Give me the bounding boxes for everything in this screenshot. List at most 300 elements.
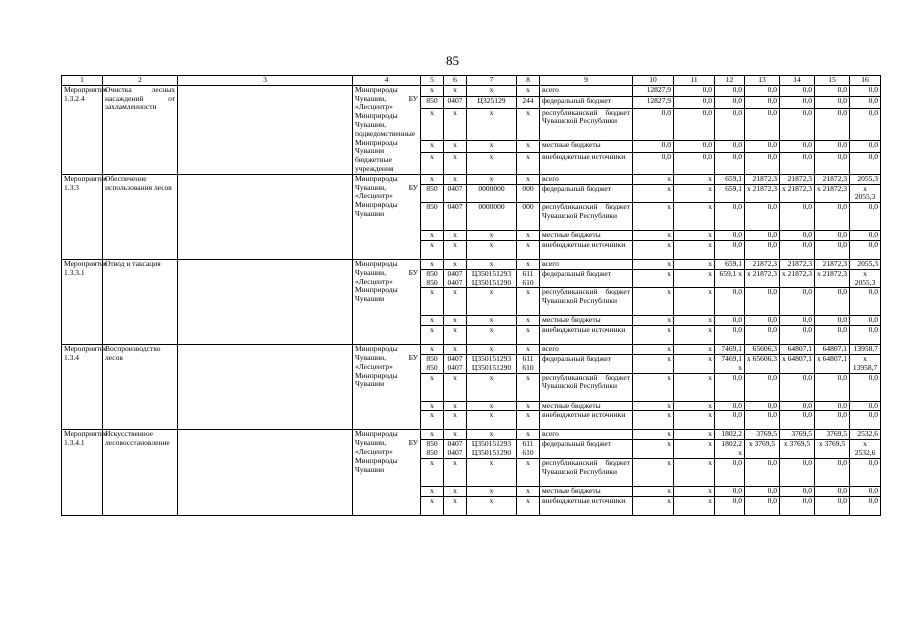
kbk-ministry: x [421,152,444,174]
kbk-section: x [444,411,467,430]
value-2021: 0,0 [715,240,745,259]
value-2024: x 64807,1 [815,354,850,373]
kbk-target-article: x [467,108,517,141]
value-2020: x [674,345,715,355]
kbk-target-article: x [467,316,517,326]
value-2024: 64807,1 [815,345,850,355]
value-2024: 0,0 [815,152,850,174]
kbk-section: x [444,240,467,259]
kbk-target-article: Ц325129 [467,97,517,108]
value-2021: 659,1 [715,184,745,203]
funding-source: местные бюджеты [540,316,633,326]
value-2021: 0,0 [715,288,745,316]
column-number: 7 [467,76,517,86]
kbk-ministry: x [421,430,444,440]
kbk-target-article: x [467,85,517,96]
value-2019: x [633,458,674,486]
value-2020: x [674,259,715,269]
measure-name: Искусственное лесовосстановление [103,430,178,515]
measure-code: Мероприятие 1.3.3.1 [62,259,103,344]
value-2019: x [633,316,674,326]
value-2022: 0,0 [745,97,780,108]
table-row [62,259,881,269]
value-2021: 0,0 [715,373,745,401]
value-2025: 0,0 [850,288,881,316]
kbk-target-article: 0000000 [467,203,517,231]
value-2020: x [674,288,715,316]
value-2025: x 13958,7 [850,354,881,373]
value-2025: 0,0 [850,152,881,174]
value-2023: 0,0 [780,411,815,430]
value-2025: 13958,7 [850,345,881,355]
kbk-ministry: x [421,326,444,345]
blank-cell [178,174,353,259]
value-2024: 0,0 [815,97,850,108]
kbk-ministry: x [421,496,444,515]
kbk-expense-type: x [517,401,540,411]
measure-name: Отвод и таксация [103,259,178,344]
measure-name: Воспроизводство лесов [103,345,178,430]
kbk-target-article: x [467,411,517,430]
value-2024: 0,0 [815,411,850,430]
executor: Минприроды Чувашии, БУ «Лесцентр» Минприроды Чувашии [353,345,421,430]
kbk-ministry: x [421,486,444,496]
column-number: 4 [353,76,421,86]
value-2025: 0,0 [850,411,881,430]
value-2020: x [674,458,715,486]
funding-source: федеральный бюджет [540,354,633,373]
value-2024: 0,0 [815,288,850,316]
kbk-ministry: x [421,85,444,96]
value-2023: 0,0 [780,97,815,108]
value-2024: x 3769,5 [815,440,850,459]
funding-source: внебюджетные источники [540,496,633,515]
kbk-target-article: x [467,496,517,515]
value-2022: 0,0 [745,288,780,316]
table-row [62,174,881,184]
kbk-section: x [444,496,467,515]
kbk-expense-type: x [517,486,540,496]
kbk-expense-type: x [517,141,540,152]
funding-source: местные бюджеты [540,486,633,496]
value-2020: x [674,269,715,288]
value-2025: 0,0 [850,231,881,241]
kbk-expense-type: 244 [517,97,540,108]
value-2019: x [633,288,674,316]
column-number: 10 [633,76,674,86]
kbk-expense-type: x [517,430,540,440]
value-2025: 2055,3 [850,259,881,269]
value-2025: 0,0 [850,458,881,486]
column-number: 13 [745,76,780,86]
kbk-expense-type: x [517,411,540,430]
funding-source: федеральный бюджет [540,440,633,459]
value-2020: x [674,231,715,241]
value-2022: 0,0 [745,240,780,259]
kbk-target-article: x [467,401,517,411]
value-2019: 12827,9 [633,85,674,96]
value-2024: 21872,3 [815,259,850,269]
page-number: 85 [446,53,459,68]
measure-code: Мероприятие 1.3.3 [62,174,103,259]
value-2020: x [674,240,715,259]
value-2022: 0,0 [745,401,780,411]
kbk-expense-type: 611 610 [517,354,540,373]
value-2025: 2532,6 [850,430,881,440]
value-2019: 0,0 [633,152,674,174]
value-2024: 0,0 [815,496,850,515]
kbk-ministry: 850 850 [421,440,444,459]
funding-source: внебюджетные источники [540,152,633,174]
value-2023: x 21872,3 [780,269,815,288]
value-2025: x 2055,3 [850,184,881,203]
value-2020: x [674,316,715,326]
value-2022: 0,0 [745,152,780,174]
kbk-expense-type: x [517,496,540,515]
value-2023: 0,0 [780,496,815,515]
value-2024: 0,0 [815,108,850,141]
column-number: 16 [850,76,881,86]
value-2025: 0,0 [850,316,881,326]
column-number: 6 [444,76,467,86]
value-2022: x 21872,3 [745,184,780,203]
funding-source: республиканский бюджет Чувашской Республики [540,373,633,401]
value-2019: 12827,9 [633,97,674,108]
value-2024: 0,0 [815,458,850,486]
value-2025: x 2055,3 [850,269,881,288]
kbk-ministry: 850 850 [421,354,444,373]
column-number: 2 [103,76,178,86]
kbk-ministry: 850 850 [421,269,444,288]
value-2024: 0,0 [815,326,850,345]
value-2023: 0,0 [780,203,815,231]
value-2023: 0,0 [780,401,815,411]
value-2021: 7469,1 x [715,354,745,373]
kbk-expense-type: x [517,288,540,316]
value-2022: 3769,5 [745,430,780,440]
value-2023: x 64807,1 [780,354,815,373]
value-2024: 0,0 [815,203,850,231]
kbk-section: x [444,141,467,152]
kbk-section: x [444,174,467,184]
value-2022: 0,0 [745,411,780,430]
kbk-expense-type: x [517,259,540,269]
value-2023: 3769,5 [780,430,815,440]
kbk-expense-type: 000 [517,184,540,203]
value-2019: x [633,203,674,231]
funding-source: всего [540,174,633,184]
kbk-ministry: 850 [421,97,444,108]
value-2021: 1802,2 [715,430,745,440]
value-2020: x [674,184,715,203]
kbk-section: 0407 [444,184,467,203]
value-2022: 0,0 [745,458,780,486]
value-2025: 0,0 [850,326,881,345]
value-2021: 0,0 [715,85,745,96]
value-2021: 0,0 [715,411,745,430]
value-2020: x [674,373,715,401]
value-2023: 0,0 [780,231,815,241]
value-2020: 0,0 [674,108,715,141]
value-2020: x [674,486,715,496]
value-2020: 0,0 [674,152,715,174]
kbk-target-article: x [467,141,517,152]
value-2025: 0,0 [850,203,881,231]
kbk-ministry: 850 [421,184,444,203]
value-2024: 3769,5 [815,430,850,440]
kbk-ministry: x [421,345,444,355]
value-2023: 0,0 [780,240,815,259]
kbk-target-article: Ц350151293 Ц350151290 [467,269,517,288]
value-2023: 0,0 [780,152,815,174]
kbk-target-article: x [467,240,517,259]
value-2022: 0,0 [745,231,780,241]
measure-code: Мероприятие 1.3.4.1 [62,430,103,515]
value-2019: 0,0 [633,141,674,152]
value-2019: x [633,326,674,345]
funding-source: всего [540,345,633,355]
kbk-section: x [444,85,467,96]
kbk-ministry: x [421,401,444,411]
blank-cell [178,259,353,344]
column-number: 1 [62,76,103,86]
kbk-section: x [444,430,467,440]
kbk-expense-type: x [517,373,540,401]
kbk-target-article: x [467,231,517,241]
value-2025: 0,0 [850,486,881,496]
column-number: 11 [674,76,715,86]
kbk-expense-type: x [517,240,540,259]
value-2019: x [633,373,674,401]
kbk-ministry: x [421,411,444,430]
funding-source: внебюджетные источники [540,326,633,345]
kbk-ministry: x [421,259,444,269]
column-number: 14 [780,76,815,86]
kbk-section: x [444,288,467,316]
blank-cell [178,85,353,174]
value-2023: 0,0 [780,486,815,496]
value-2025: 0,0 [850,240,881,259]
funding-source: всего [540,430,633,440]
value-2020: x [674,440,715,459]
kbk-target-article: x [467,326,517,345]
value-2024: 0,0 [815,373,850,401]
funding-source: республиканский бюджет Чувашской Республики [540,458,633,486]
value-2023: x 21872,3 [780,184,815,203]
value-2025: 0,0 [850,97,881,108]
kbk-target-article: 0000000 [467,184,517,203]
value-2022: 0,0 [745,326,780,345]
value-2021: 659,1 x [715,269,745,288]
kbk-section: x [444,108,467,141]
blank-cell [178,430,353,515]
kbk-expense-type: x [517,345,540,355]
kbk-section: x [444,316,467,326]
funding-source: республиканский бюджет Чувашской Республики [540,203,633,231]
kbk-expense-type: x [517,174,540,184]
value-2025: 0,0 [850,496,881,515]
value-2021: 0,0 [715,152,745,174]
value-2019: x [633,184,674,203]
kbk-target-article: Ц350151293 Ц350151290 [467,354,517,373]
measure-name: Очистка лесных насаждений от захламленности [103,85,178,174]
value-2021: 0,0 [715,203,745,231]
kbk-expense-type: 000 [517,203,540,231]
kbk-ministry: x [421,458,444,486]
value-2023: 0,0 [780,141,815,152]
value-2023: 0,0 [780,108,815,141]
value-2023: 0,0 [780,326,815,345]
value-2021: 659,1 [715,174,745,184]
column-number: 12 [715,76,745,86]
value-2020: x [674,174,715,184]
value-2019: x [633,440,674,459]
column-number: 5 [421,76,444,86]
column-number: 15 [815,76,850,86]
value-2024: 0,0 [815,231,850,241]
funding-source: всего [540,259,633,269]
value-2024: 0,0 [815,401,850,411]
kbk-section: x [444,152,467,174]
column-number-row [62,76,881,86]
value-2022: 0,0 [745,496,780,515]
measure-code: Мероприятие 1.3.2.4 [62,85,103,174]
kbk-expense-type: x [517,326,540,345]
kbk-section: x [444,373,467,401]
value-2020: x [674,496,715,515]
kbk-target-article: Ц350151293 Ц350151290 [467,440,517,459]
value-2019: x [633,345,674,355]
funding-source: внебюджетные источники [540,240,633,259]
value-2021: 0,0 [715,141,745,152]
funding-source: местные бюджеты [540,231,633,241]
value-2019: x [633,231,674,241]
kbk-section: x [444,345,467,355]
kbk-expense-type: 611 610 [517,269,540,288]
kbk-target-article: x [467,288,517,316]
value-2023: 21872,3 [780,174,815,184]
value-2020: x [674,203,715,231]
value-2025: x 2532,6 [850,440,881,459]
kbk-section: 0407 [444,97,467,108]
value-2022: 0,0 [745,316,780,326]
value-2024: x 21872,3 [815,269,850,288]
value-2024: x 21872,3 [815,184,850,203]
kbk-target-article: x [467,174,517,184]
funding-source: республиканский бюджет Чувашской Республики [540,288,633,316]
funding-source: местные бюджеты [540,401,633,411]
kbk-section: x [444,486,467,496]
value-2023: 0,0 [780,288,815,316]
value-2019: x [633,486,674,496]
kbk-ministry: x [421,141,444,152]
value-2022: x 3769,5 [745,440,780,459]
value-2022: 0,0 [745,141,780,152]
column-number: 9 [540,76,633,86]
kbk-ministry: 850 [421,203,444,231]
value-2019: x [633,411,674,430]
value-2023: 0,0 [780,85,815,96]
value-2021: 0,0 [715,108,745,141]
kbk-expense-type: x [517,231,540,241]
value-2021: 0,0 [715,97,745,108]
value-2020: x [674,326,715,345]
value-2023: 21872,3 [780,259,815,269]
kbk-section: x [444,259,467,269]
value-2024: 0,0 [815,141,850,152]
kbk-ministry: x [421,288,444,316]
value-2025: 2055,3 [850,174,881,184]
value-2020: 0,0 [674,97,715,108]
kbk-target-article: x [467,430,517,440]
value-2020: x [674,354,715,373]
value-2021: 1802,2 x [715,440,745,459]
value-2022: 0,0 [745,373,780,401]
value-2021: 659,1 [715,259,745,269]
kbk-target-article: x [467,345,517,355]
value-2019: x [633,496,674,515]
value-2021: 0,0 [715,486,745,496]
value-2021: 0,0 [715,401,745,411]
value-2024: 0,0 [815,85,850,96]
funding-source: республиканский бюджет Чувашской Республики [540,108,633,141]
value-2020: x [674,430,715,440]
value-2020: x [674,411,715,430]
value-2022: x 65606,3 [745,354,780,373]
kbk-section: x [444,401,467,411]
value-2022: 0,0 [745,486,780,496]
value-2024: 0,0 [815,240,850,259]
table-row [62,345,881,355]
kbk-expense-type: x [517,152,540,174]
executor: Минприроды Чувашии, БУ «Лесцентр» Минприроды Чувашии [353,430,421,515]
kbk-section: x [444,326,467,345]
kbk-section: 0407 [444,203,467,231]
value-2020: 0,0 [674,141,715,152]
value-2019: x [633,269,674,288]
kbk-ministry: x [421,108,444,141]
column-number: 3 [178,76,353,86]
value-2022: 65606,3 [745,345,780,355]
blank-cell [178,345,353,430]
measure-name: Обеспечение использования лесов [103,174,178,259]
kbk-target-article: x [467,486,517,496]
value-2024: 0,0 [815,316,850,326]
value-2024: 0,0 [815,486,850,496]
kbk-ministry: x [421,316,444,326]
executor: Минприроды Чувашии, БУ «Лесцентр» Минприроды Чувашии [353,174,421,259]
value-2019: x [633,401,674,411]
value-2025: 0,0 [850,401,881,411]
budget-table [61,75,881,516]
value-2019: x [633,430,674,440]
executor: Минприроды Чувашии, БУ «Лесцентр» Минприроды Чувашии [353,259,421,344]
value-2025: 0,0 [850,108,881,141]
kbk-ministry: x [421,174,444,184]
value-2025: 0,0 [850,141,881,152]
value-2021: 7469,1 [715,345,745,355]
value-2021: 0,0 [715,496,745,515]
kbk-expense-type: x [517,108,540,141]
column-number: 8 [517,76,540,86]
value-2025: 0,0 [850,373,881,401]
funding-source: всего [540,85,633,96]
value-2021: 0,0 [715,326,745,345]
value-2023: 0,0 [780,373,815,401]
kbk-ministry: x [421,373,444,401]
value-2022: 0,0 [745,108,780,141]
value-2019: x [633,174,674,184]
